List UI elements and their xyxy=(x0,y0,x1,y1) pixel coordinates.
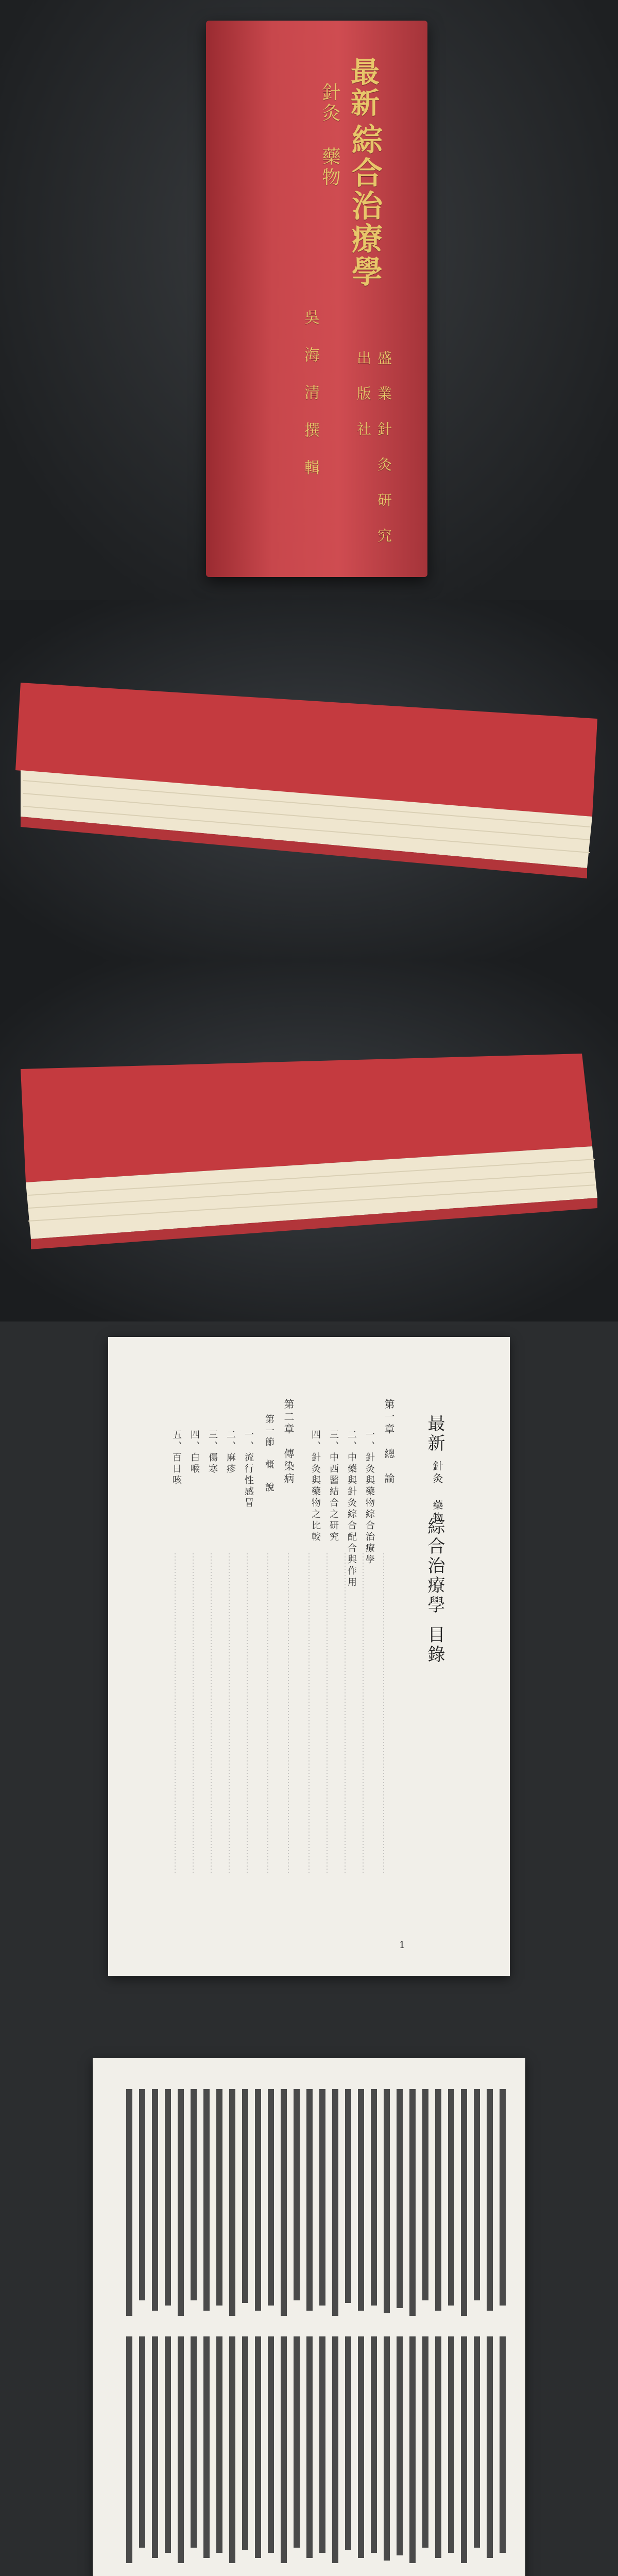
toc-entry: 五、百日咳 xyxy=(171,1430,182,1486)
book-side-photo-2 xyxy=(0,961,618,1321)
book-side-shape xyxy=(0,600,618,961)
toc-heading-small: 針灸 藥物 xyxy=(431,1461,443,1524)
toc-entry: 第一章 總 論 xyxy=(383,1399,395,1485)
toc-heading-prefix: 最新 xyxy=(424,1414,445,1453)
text-columns xyxy=(93,2058,525,2576)
toc-entries xyxy=(165,1399,397,1888)
toc-heading-suffix: 目錄 xyxy=(424,1625,445,1665)
toc-entry: 三、中西醫結合之研究 xyxy=(328,1430,339,1543)
toc-entry: 三、傷寒 xyxy=(207,1430,218,1475)
toc-page-number: 1 xyxy=(399,1940,405,1951)
toc-page-photo xyxy=(0,1321,618,2017)
text-page-photo xyxy=(0,2017,618,2576)
toc-entry: 四、針灸與藥物之比較 xyxy=(310,1430,321,1543)
spine-title-main: 綜合治療學 xyxy=(347,124,383,289)
toc-entry: 二、麻疹 xyxy=(225,1430,236,1475)
toc-entry: 一、流行性感冒 xyxy=(243,1430,254,1509)
spine-photo xyxy=(0,0,618,600)
toc-entry: 第二章 傳染病 xyxy=(282,1399,295,1485)
book-side-photo-1 xyxy=(0,600,618,961)
toc-entry: 一、針灸與藥物綜合治療學 xyxy=(364,1430,375,1566)
toc-heading-main: 綜合治療學 xyxy=(424,1517,445,1615)
book-spine xyxy=(206,21,427,577)
toc-entry: 二、中藥與針灸綜合配合與作用 xyxy=(346,1430,357,1588)
toc-leaders xyxy=(165,1399,397,1888)
toc-paper xyxy=(108,1337,510,1976)
spine-author: 吳 海 清 撰 輯 xyxy=(301,309,319,477)
spine-publisher: 盛 業 針 灸 研 究 出 版 社 xyxy=(355,350,392,545)
spine-title-top: 最新 xyxy=(346,57,380,118)
text-paper xyxy=(93,2058,525,2576)
book-side-shape-2 xyxy=(0,961,618,1321)
spine-title-small: 針灸 藥物 xyxy=(319,82,340,188)
toc-entry: 第一節 概 說 xyxy=(264,1414,274,1494)
toc-entry: 四、白喉 xyxy=(189,1430,200,1475)
